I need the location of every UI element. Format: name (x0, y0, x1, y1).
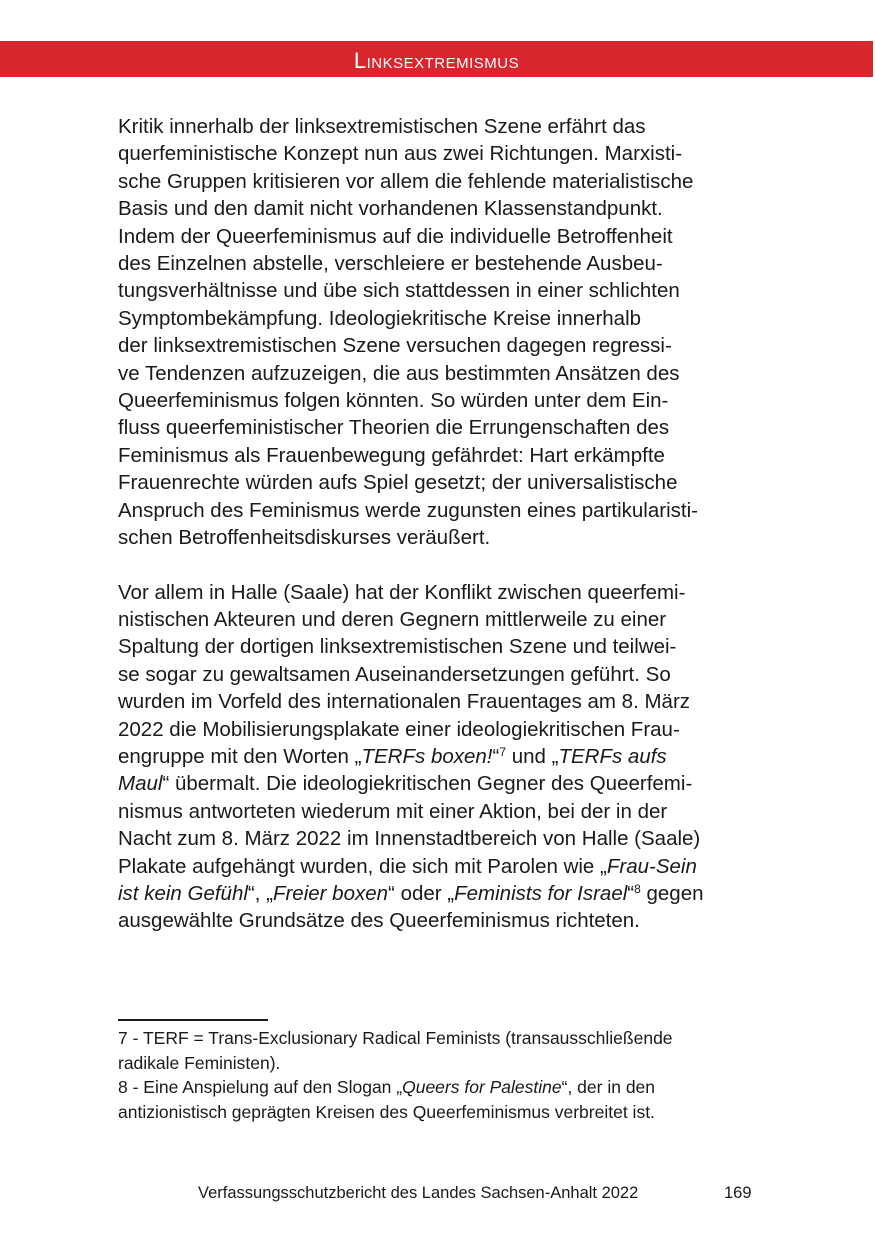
text-line: tungsverhältnisse und übe sich stattdessen in einer schlichten (118, 279, 680, 303)
text-run: 8 - Eine Anspielung auf den Slogan „ (118, 1077, 403, 1097)
text-line: Basis und den damit nicht vorhandenen Klassenstandpunkt. (118, 197, 663, 221)
text-line: Queerfeminismus folgen könnten. So würden unter dem Ein- (118, 389, 669, 413)
text-line: Nacht zum 8. März 2022 im Innenstadtbereich von Halle (Saale) (118, 827, 701, 851)
text-line (118, 770, 758, 797)
text-line: Symptombekämpfung. Ideologiekritische Kreise innerhalb (118, 306, 642, 330)
quoted-slogan: Feminists for Israel (454, 881, 628, 905)
footnote-ref: 8 (634, 881, 641, 896)
text-run: “ (492, 744, 500, 768)
quoted-slogan: TERFs boxen! (361, 744, 493, 768)
text-line: sche Gruppen kritisieren vor allem die fehlende materialistische (118, 169, 694, 193)
text-run: “, der in den (561, 1077, 656, 1097)
text-line: nismus antworteten wiederum mit einer Aktion, bei der in der (118, 799, 668, 823)
text-line: ve Tendenzen aufzuzeigen, die aus bestimmten Ansätzen des (118, 361, 680, 385)
text-run: “ (627, 881, 635, 905)
text-line: Spaltung der dortigen linksextremistischen Szene und teilwei- (118, 635, 677, 659)
body-text (118, 113, 758, 935)
footnote-line: 7 - TERF = Trans-Exclusionary Radical Feminists (transausschließende (118, 1028, 673, 1048)
text-line: fluss queerfeministischer Theorien die Errungenschaften des (118, 416, 670, 440)
quoted-slogan: TERFs aufs (558, 744, 667, 768)
text-run: “, „ (247, 881, 273, 905)
footnote-line: radikale Feministen). (118, 1052, 281, 1073)
footnote-divider (118, 1019, 268, 1021)
text-line: Anspruch des Feminismus werde zugunsten eines partikularisti- (118, 498, 698, 522)
text-line: Vor allem in Halle (Saale) hat der Konflikt zwischen queerfemi- (118, 580, 686, 604)
footnote-line: antizionistisch geprägten Kreisen des Queerfeminismus verbreitet ist. (118, 1101, 655, 1122)
footnote-ref: 7 (499, 744, 507, 759)
text-line (118, 853, 758, 880)
text-line: Frauenrechte würden aufs Spiel gesetzt; der universalistische (118, 471, 678, 495)
quoted-slogan: ist kein Gefühl (118, 881, 248, 905)
page-number: 169 (724, 1184, 752, 1202)
text-line: querfeministische Konzept nun aus zwei Richtungen. Marxisti- (118, 142, 683, 166)
text-line: schen Betroffenheitsdiskurses veräußert. (118, 526, 491, 550)
section-header-bar (0, 41, 873, 77)
quoted-slogan: Queers for Palestine (402, 1077, 562, 1097)
text-line: Indem der Queerfeminismus auf die individuelle Betroffenheit (118, 224, 673, 248)
text-line: 2022 die Mobilisierungsplakate einer ideologiekritischen Frau- (118, 717, 680, 741)
text-line (118, 743, 758, 770)
paragraph-1 (118, 113, 758, 552)
text-line (118, 880, 758, 907)
text-line: se sogar zu gewaltsamen Auseinandersetzungen geführt. So (118, 662, 671, 686)
text-run: Plakate aufgehängt wurden, die sich mit Parolen wie „ (118, 854, 607, 878)
text-line: ausgewählte Grundsätze des Queerfeminismus richteten. (118, 909, 640, 933)
text-line: wurden im Vorfeld des internationalen Frauentages am 8. März (118, 690, 691, 714)
text-line: der linksextremistischen Szene versuchen dagegen regressi- (118, 334, 672, 358)
text-line: Feminismus als Frauenbewegung gefährdet: Hart erkämpfte (118, 443, 665, 467)
text-run: gegen (640, 881, 704, 905)
text-run: und „ (506, 744, 559, 768)
footnote-8 (118, 1075, 758, 1124)
footer-publication-title: Verfassungsschutzbericht des Landes Sachsen-Anhalt 2022 (198, 1184, 639, 1202)
quoted-slogan: Freier boxen (272, 881, 389, 905)
text-line: Kritik innerhalb der linksextremistischen Szene erfährt das (118, 115, 646, 138)
quoted-slogan: Frau-Sein (606, 854, 697, 878)
footnote-7 (118, 1026, 758, 1075)
paragraph-2 (118, 579, 758, 935)
text-run: “ übermalt. Die ideologiekritischen Gegner des Queerfemi- (162, 772, 693, 796)
text-line: nistischen Akteuren und deren Gegnern mittlerweile zu einer (118, 607, 667, 631)
footnotes (118, 1026, 758, 1124)
text-run: engruppe mit den Worten „ (118, 744, 362, 768)
text-run: “ oder „ (388, 881, 455, 905)
quoted-slogan: Maul (118, 772, 163, 796)
text-line: des Einzelnen abstelle, verschleiere er bestehende Ausbeu- (118, 252, 663, 276)
section-title: Linksextremismus (353, 48, 520, 73)
footnote-line (118, 1075, 758, 1100)
